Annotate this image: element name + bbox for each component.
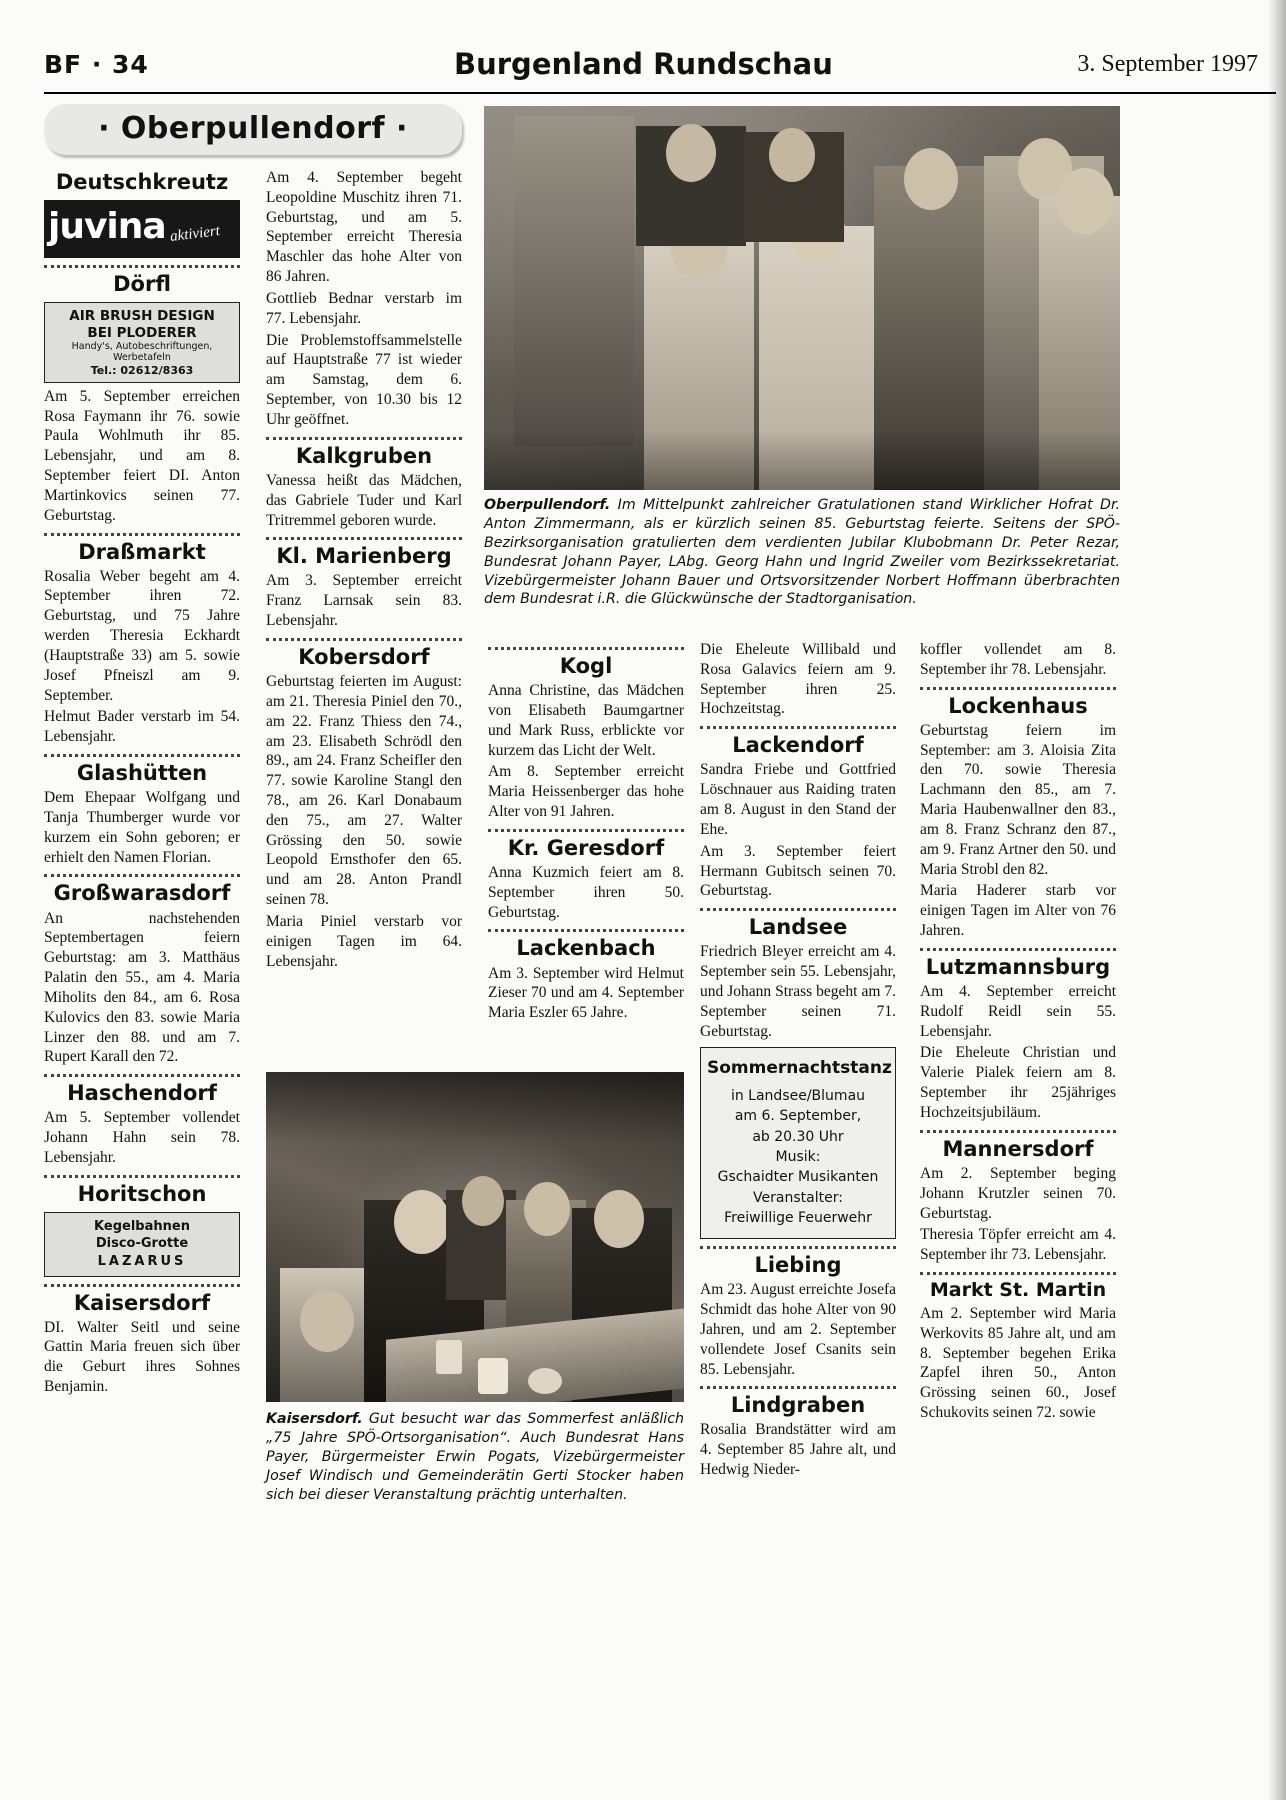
- page-number: BF · 34: [44, 49, 149, 79]
- news-paragraph: Anna Christine, das Mädchen von Elisabeth Baumgartner und Mark Russ, erblickte vor kurzem das Licht der Welt.: [488, 682, 684, 759]
- news-paragraph: Am 5. September vollendet Johann Hahn sein 78. Lebensjahr.: [44, 1109, 240, 1166]
- town-heading: Lutzmannsburg: [925, 954, 1111, 979]
- news-paragraph: Geburtstag feiern im September: am 3. Aloisia Zita den 70. sowie Theresia Lachmann den 85., am 7. Maria Haubenwallner den 83., am 8. Franz Schranz den 87., am 9. Franz Artner den 50. und Maria Strobl den 82.: [920, 721, 1116, 878]
- section-divider: [700, 1246, 896, 1249]
- town-heading: Dörfl: [113, 272, 171, 297]
- town-heading: Landsee: [748, 915, 848, 940]
- ad-juvina[interactable]: [44, 200, 240, 258]
- ad-lazarus[interactable]: [44, 1212, 240, 1277]
- news-paragraph: Am 4. September erreicht Rudolf Reidl sein 55. Lebensjahr.: [920, 982, 1116, 1040]
- photo-kaisersdorf: [266, 1072, 684, 1402]
- town-heading: Haschendorf: [67, 1081, 217, 1106]
- section-divider: [44, 1284, 240, 1287]
- news-paragraph: Am 5. September erreichen Rosa Faymann ihr 76. sowie Paula Wohlmuth ihr 85. Lebensjahr, und am 8. September feiert DI. Anton Martinkovics seinen 77. Geburtstag.: [44, 387, 240, 524]
- masthead: [44, 40, 1258, 88]
- town-heading: Lockenhaus: [948, 693, 1088, 718]
- news-paragraph: Vanessa heißt das Mädchen, das Gabriele Tuder und Karl Tritremmel geboren wurde.: [266, 471, 462, 529]
- news-paragraph: Am 4. September begeht Leopoldine Muschitz ihren 71. Geburtstag, und am 5. September erreicht Theresia Maschler das hohe Alter von 86 Jahren.: [266, 169, 462, 286]
- section-divider: [44, 1175, 240, 1178]
- news-paragraph: Sandra Friebe und Gottfried Löschnauer aus Raiding traten am 8. August in den Stand der Ehe.: [700, 761, 896, 838]
- caption-bottom: [266, 1410, 684, 1504]
- news-paragraph: Am 3. September feiert Hermann Gubitsch seinen 70. Geburtstag.: [700, 842, 896, 900]
- event-detail-line: Gschaidter Musikanten: [717, 1169, 879, 1186]
- section-divider: [266, 638, 462, 641]
- section-divider: [488, 929, 684, 932]
- news-paragraph: Theresia Töpfer erreicht am 4. September ihr 73. Lebensjahr.: [920, 1226, 1116, 1264]
- ad-line-2: BEI PLODERER: [87, 324, 197, 341]
- news-paragraph: Am 3. September erreicht Franz Larnsak sein 83. Lebensjahr.: [266, 572, 462, 630]
- page-edge-shadow: [1268, 0, 1286, 1800]
- column-2: [266, 168, 462, 973]
- section-divider: [488, 647, 684, 650]
- ad-lazarus-line-2: Disco-Grotte: [95, 1236, 189, 1252]
- town-heading: Kr. Geresdorf: [507, 835, 665, 860]
- ad-phone: Tel.: 02612/8363: [90, 363, 194, 377]
- town-heading: Liebing: [754, 1253, 842, 1278]
- section-divider: [920, 687, 1116, 690]
- town-heading: Draßmarkt: [78, 539, 206, 564]
- news-paragraph: Maria Haderer starb vor einigen Tagen im Alter von 76 Jahren.: [920, 882, 1116, 940]
- ad-airbrush[interactable]: [44, 302, 240, 382]
- section-divider: [44, 1074, 240, 1077]
- town-heading: Markt St. Martin: [929, 1278, 1107, 1301]
- section-divider: [266, 537, 462, 540]
- ad-juvina-name: juvina: [48, 206, 166, 248]
- issue-date: 3. September 1997: [1077, 50, 1258, 77]
- event-detail-line: Freiwillige Feuerwehr: [724, 1209, 872, 1226]
- section-divider: [44, 874, 240, 877]
- town-heading: Kogl: [559, 654, 613, 678]
- news-paragraph: Gottlieb Bednar verstarb im 77. Lebensjahr.: [266, 289, 462, 327]
- news-paragraph: Die Eheleute Christian und Valerie Pialek feiern am 8. September ihr 25jähriges Hochzeitsjubiläum.: [920, 1044, 1116, 1121]
- ad-lazarus-line-3: LAZARUS: [97, 1253, 187, 1269]
- town-heading: Kaisersdorf: [73, 1290, 211, 1315]
- ad-lazarus-line-1: Kegelbahnen: [94, 1218, 190, 1234]
- town-heading: Kobersdorf: [298, 644, 430, 669]
- publication-title: Burgenland Rundschau: [454, 47, 833, 81]
- news-paragraph: Am 2. September beging Johann Krutzler seinen 70. Geburtstag.: [920, 1164, 1116, 1222]
- news-paragraph: Dem Ehepaar Wolfgang und Tanja Thumberger wurde vor kurzem ein Sohn geboren; er erhielt den Namen Florian.: [44, 789, 240, 866]
- news-paragraph: Am 2. September wird Maria Werkovits 85 Jahre alt, und am 8. September begehen Erika Zapfel ihren 50., Anton Grössing seinen 60., Josef Schukovits seinen 72. sowie: [920, 1304, 1116, 1422]
- column-5: [920, 640, 1116, 1425]
- town-heading: Kl. Marienberg: [276, 544, 452, 569]
- caption-top-lead: Oberpullendorf.: [484, 497, 611, 513]
- event-detail-line: ab 20.30 Uhr: [752, 1128, 844, 1145]
- news-paragraph: Rosalia Weber begeht am 4. September ihren 72. Geburtstag, und 75 Jahre werden Theresia Eckhardt (Hauptstraße 33) am 5. sowie Josef Pfneiszl am 9. September.: [44, 567, 240, 704]
- news-paragraph: Die Eheleute Willibald und Rosa Galavics feiern am 9. September ihren 25. Hochzeitstag.: [700, 641, 896, 718]
- news-paragraph: Friedrich Bleyer erreicht am 4. September sein 55. Lebensjahr, und Johann Strass begeht am 7. September seinen 71. Geburtstag.: [700, 943, 896, 1040]
- town-heading: Lackenbach: [516, 936, 656, 961]
- section-divider: [266, 437, 462, 440]
- section-divider: [920, 1272, 1116, 1275]
- section-banner: · Oberpullendorf ·: [44, 104, 462, 155]
- town-heading: Großwarasdorf: [53, 881, 231, 906]
- section-divider: [920, 1130, 1116, 1133]
- ad-line-1: AIR BRUSH DESIGN: [69, 308, 215, 325]
- event-title: Sommernachtstanz: [707, 1058, 892, 1079]
- town-heading: Mannersdorf: [942, 1136, 1094, 1161]
- news-paragraph: Anna Kuzmich feiert am 8. September ihren 50. Geburtstag.: [488, 863, 684, 921]
- news-paragraph: koffler vollendet am 8. September ihr 78. Lebensjahr.: [920, 641, 1116, 678]
- event-detail-line: Musik:: [775, 1148, 821, 1165]
- masthead-rule: [44, 92, 1276, 94]
- town-heading: Glashütten: [76, 761, 208, 786]
- news-paragraph: Maria Piniel verstarb vor einigen Tagen im 64. Lebensjahr.: [266, 912, 462, 970]
- event-detail-line: am 6. September,: [734, 1108, 862, 1125]
- event-detail-line: in Landsee/Blumau: [730, 1088, 866, 1105]
- section-divider: [920, 948, 1116, 951]
- town-heading: Kalkgruben: [295, 443, 433, 468]
- section-divider: [44, 533, 240, 536]
- section-divider: [700, 908, 896, 911]
- event-box-sommernachtstanz: [700, 1047, 896, 1239]
- caption-bottom-lead: Kaisersdorf.: [266, 1411, 363, 1427]
- photo-oberpullendorf: [484, 106, 1120, 490]
- event-detail-line: Veranstalter:: [753, 1189, 843, 1206]
- ad-line-3: Handy's, Autobeschriftungen, Werbetafeln: [71, 340, 213, 364]
- town-heading: Deutschkreutz: [55, 170, 229, 194]
- news-paragraph: An nachstehenden Septembertagen feiern Geburtstag: am 3. Matthäus Palatin den 55., am 4. Maria Miholits den 84., am 6. Rosa Kulovics den 83. sowie Maria Linzer den 88. und am 7. Rupert Karall den 72.: [44, 909, 240, 1066]
- news-paragraph: Am 23. August erreichte Josefa Schmidt das hohe Alter von 90 Jahren, und am 2. September vollendete Josef Csanits sein 85. Lebensjahr.: [700, 1281, 896, 1378]
- news-paragraph: DI. Walter Seitl und seine Gattin Maria freuen sich über die Geburt ihres Sohnes Benjamin.: [44, 1318, 240, 1396]
- section-divider: [488, 829, 684, 832]
- ad-juvina-slogan: aktiviert: [168, 223, 221, 246]
- news-paragraph: Die Problemstoffsammelstelle auf Hauptstraße 77 ist wieder am Samstag, dem 6. September, von 10.30 bis 12 Uhr geöffnet.: [266, 331, 462, 428]
- section-divider: [700, 1386, 896, 1389]
- column-1: [44, 168, 240, 1399]
- section-divider: [700, 726, 896, 729]
- news-paragraph: Rosalia Brandstätter wird am 4. September 85 Jahre alt, und Hedwig Nieder-: [700, 1421, 896, 1479]
- news-paragraph: Am 8. September erreicht Maria Heissenberger das hohe Alter von 91 Jahren.: [488, 763, 684, 821]
- news-paragraph: Geburtstag feierten im August: am 21. Theresia Piniel den 70., am 22. Franz Thiess den 74., am 23. Elisabeth Schrödl den 89., am 24. Franz Scheifler den 77. sowie Karoline Stangl den 78., am 26. Karl Donabaum den 75., am 27. Walter Grössing den 50. sowie Leopold Ernsthofer den 65. und am 28. Anton Prandl seinen 78.: [266, 673, 462, 909]
- town-heading: Lindgraben: [730, 1393, 866, 1418]
- news-paragraph: Helmut Bader verstarb im 54. Lebensjahr.: [44, 708, 240, 746]
- news-paragraph: Am 3. September wird Helmut Zieser 70 und am 4. September Maria Eszler 65 Jahre.: [488, 964, 684, 1022]
- section-divider: [44, 754, 240, 757]
- caption-top: [484, 496, 1120, 609]
- town-heading: Horitschon: [77, 1181, 207, 1206]
- caption-top-text: Im Mittelpunkt zahlreicher Gratulationen stand Wirklicher Hofrat Dr. Anton Zimmermann, als er kürzlich seinen 85. Geburtstag feierte. Seitens der SPÖ-Bezirksorganisation gratulierten dem verdienten Jubilar Klubobmann Dr. Peter Rezar, Bundesrat Johann Payer, LAbg. Georg Hahn und Ingrid Zweiler vom Bezirkssekretariat. Vizebürgermeister Johann Bauer und Ortsvorsitzender Norbert Hoffmann überbrachten dem Bundesrat i.R. die Glückwünsche der Stadtorganisation.: [484, 497, 1120, 608]
- column-4: [700, 640, 896, 1482]
- section-divider: [44, 265, 240, 268]
- town-heading: Lackendorf: [732, 733, 864, 758]
- column-3: [488, 640, 684, 1025]
- caption-bottom-text: Gut besucht war das Sommerfest anläßlich „75 Jahre SPÖ-Ortsorganisation“. Auch Bundesrat Hans Payer, Bürgermeister Erwin Pogats, Vizebürgermeister Josef Windisch und Gemeinderätin Gerti Stocker haben sich bei dieser Veranstaltung prächtig unterhalten.: [266, 1411, 684, 1503]
